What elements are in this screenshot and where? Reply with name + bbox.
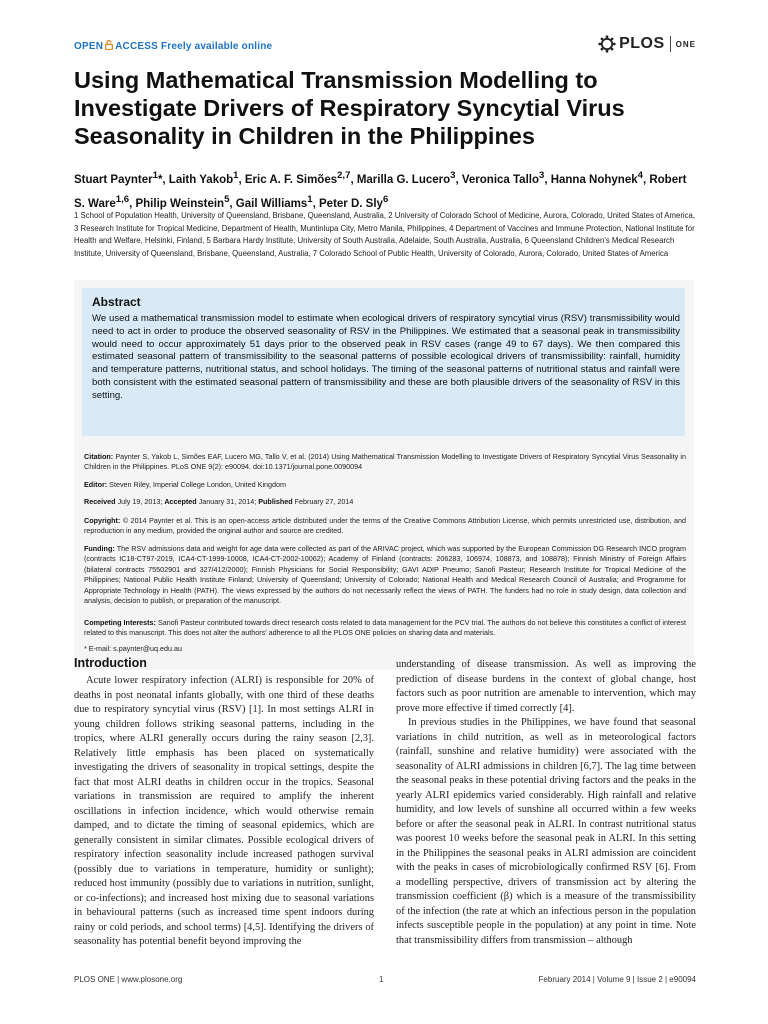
editor-label: Editor:: [84, 480, 108, 489]
footer-journal-url: PLOS ONE | www.plosone.org: [74, 975, 183, 984]
funding-label: Funding:: [84, 544, 115, 553]
paragraph: In previous studies in the Philippines, we have found that seasonal variations in child nutrition, as well as in meteorological factors (rainfall, sunshine and relative humidity) were associated with the seasonality of ALRI admissions in children [6,7]. The lag time between the seasonal peaks in these potential driving factors and the peaks in the yearly ALRI epidemics varied considerably. High rainfall and relative humidity, and low levels of sunshine all occurred within a few weeks before or after the seasonal peak in ALRI. In contrast nutritional status was poorest 10 weeks before the seasonal peak in ALRI. In this setting in the Philippines the seasonal peaks in ALRI admission are coincident with the peaks in cases of microbiologically confirmed RSV [6]. From a modelling perspective, drivers of transmission act by altering the transmission coefficient (β) which is a measure of the transmissibility of the infection (the rate at which an infectious person in the population infects susceptible people in the population) at any point in time. Note that transmissibility differs from transmission – although: [396, 717, 696, 946]
abstract-panel: [82, 288, 685, 436]
one-wordmark: ONE: [675, 39, 696, 49]
front-matter-box: [74, 280, 694, 670]
copyright-label: Copyright:: [84, 516, 121, 525]
body-column-right: [396, 658, 696, 948]
citation-label: Citation:: [84, 452, 114, 461]
article-title: Using Mathematical Transmission Modelling to Investigate Drivers of Respiratory Syncytial Virus Seasonality in Children in the Philippines: [74, 67, 625, 149]
competing-text: Sanofi Pasteur contributed towards direct research costs related to data management for the PCV trial. The authors do not believe this constitutes a conflict of interest related to this manuscript. This does not alter the authors' adherence to all the PLOS ONE policies on sharing data and materials.: [84, 618, 686, 638]
editor: [84, 480, 686, 490]
affiliations: 1 School of Population Health, University of Queensland, Brisbane, Queensland, Australia, 2 University of Colorado School of Medicine, Aurora, Colorado, United States of America, 3 Research Institute for Tropical Medicine, Department of Health, Muntinlupa City, Metro Manila, Philippines, 4 Department of Vaccines and Immune Protection, National Institute for Health and Welfare, Helsinki, Finland, 5 Barbara Hardy Institute, University of South Australia, Adelaide, South Australia, Australia, 6 Queensland Children's Medical Research Institute, University of Queensland, Brisbane, Queensland, Australia, 7 Colorado School of Public Health, University of Colorado, Aurora, Colorado, United States of America: [74, 211, 696, 259]
corresponding-email: * E-mail: s.paynter@uq.edu.au: [84, 644, 182, 653]
funding: [84, 544, 686, 606]
page-number: 1: [379, 975, 384, 984]
abstract-heading: Abstract: [92, 295, 141, 309]
plos-one-logo: [598, 35, 696, 53]
open-access-banner: OPEN ACCESS Freely available online: [74, 41, 273, 52]
competing-label: Competing Interests:: [84, 618, 156, 627]
dates: Received July 19, 2013; Accepted January 31, 2014; Published February 27, 2014: [84, 497, 354, 506]
paragraph: understanding of disease transmission. As well as improving the prediction of disease burdens in the context of global change, host factors such as poor nutrition are amenable to intervention, which may prove more effective if timed correctly [4].: [396, 659, 696, 714]
introduction-heading: Introduction: [74, 656, 147, 670]
footer-issue-info: February 2014 | Volume 9 | Issue 2 | e90094: [538, 975, 696, 984]
paragraph: Acute lower respiratory infection (ALRI) is responsible for 20% of deaths in post neonatal infants globally, with one third of these deaths due to respiratory syncytial virus (RSV) [1]. In most settings ALRI in young children follows striking seasonal patterns, including in the tropics, where ALRI generally occurs during the rainy season [2,3]. Relatively little emphasis has been placed on systematically investigating the drivers of seasonality in tropical settings, despite the fact that most ALRI deaths in children occur in the tropics. Seasonal variations in transmission are required to amplify the inherent oscillations in infection incidence, which would otherwise remain damped, and to dictate the timing of seasonal epidemics, which are generally consistent in similar climates. Possible ecological drivers of respiratory infection seasonality include increased pathogen survival (possibly due to variations in temperature, humidity or sunlight); reduced host immunity (possibly due to variations in nutrition, sunlight, or co-infections); and increased host mixing due to seasonal variations in behavioural patterns (such as increased time spent indoors during rainy or cold periods, and school terms) [4,5]. Identifying the drivers of seasonality has potential benefit beyond improving the: [74, 675, 374, 947]
open-lock-icon: [105, 40, 113, 50]
abstract-text: We used a mathematical transmission model to estimate when ecological drivers of respiratory syncytial virus (RSV) transmissibility would need to act in order to produce the observed seasonality of RSV in the Philippines. We estimated that a seasonal peak in transmissibility would need to occur approximately 51 days prior to the observed peak in RSV cases (range 49 to 67 days). We then compared this estimated seasonal pattern of transmissibility to the seasonal patterns of possible ecological drivers of transmissibility: rainfall, humidity and temperature patterns, nutritional status, and school holidays. The timing of the seasonal patterns of nutritional status and rainfall were both consistent with the estimated seasonal pattern of transmissibility and these are both plausible drivers of the seasonality of RSV in this setting.: [92, 313, 680, 401]
citation-text: Paynter S, Yakob L, Simões EAF, Lucero MG, Tallo V, et al. (2014) Using Mathematical Transmission Modelling to Investigate Drivers of Respiratory Syncytial Virus Seasonality in Children in the Philippines. PLoS ONE 9(2): e90094. doi:10.1371/journal.pone.0090094: [84, 452, 686, 472]
editor-text: Steven Riley, Imperial College London, United Kingdom: [109, 480, 287, 489]
body-column-left: [74, 674, 374, 950]
logo-divider: [670, 36, 671, 52]
copyright-text: © 2014 Paynter et al. This is an open-access article distributed under the terms of the Creative Commons Attribution License, which permits unrestricted use, distribution, and reproduction in any medium, provided the original author and source are credited.: [84, 516, 687, 536]
competing-interests: [84, 618, 686, 639]
journal-header: [74, 32, 696, 62]
author-list: Stuart Paynter$^1$*, Laith Yakob$^1$, Eric A. F. Simões$^{2,7}$, Marilla G. Lucero$^3$, Veronica Tallo$^3$, Hanna Nohynek$^4$, Robert S. Ware$^{1,6}$, Philip Weinstein$^5$, Gail Williams$^1$, Peter D. Sly$^6$: [74, 170, 687, 210]
citation: [84, 452, 686, 473]
funding-text: The RSV admissions data and weight for age data were collected as part of the ARIVAC project, which was supported by the European Commission DG Research INCO program (contracts IC18-CT97-2019, ICA4-CT-1999-10008, ICA4-CT-2002-10062); Academy of Finland (contracts: 206283, 106974, 108873, and 108878); Finnish Ministry of Foreign Affairs (bilateral contracts 75502901 and 327/412/2000); Finnish Physicians for Social Responsibility; GAVI ADIP Pneumo; Sanofi Pasteur; Research Institute for Tropical Medicine of the Philippines; National Public Health Institute Finland; University of Queensland; University of Colorado; National Health and Medical Research Council of Australia; and Programme for Appropriate Technology in Health (PATH). The views expressed by the authors do not necessarily reflect the views of PATH. The funders had no role in study design, data collection and analysis, decision to publish, or preparation of the manuscript.: [84, 544, 686, 606]
copyright: [84, 516, 686, 537]
plos-gear-icon: [598, 35, 616, 53]
plos-wordmark: PLOS: [619, 35, 665, 52]
